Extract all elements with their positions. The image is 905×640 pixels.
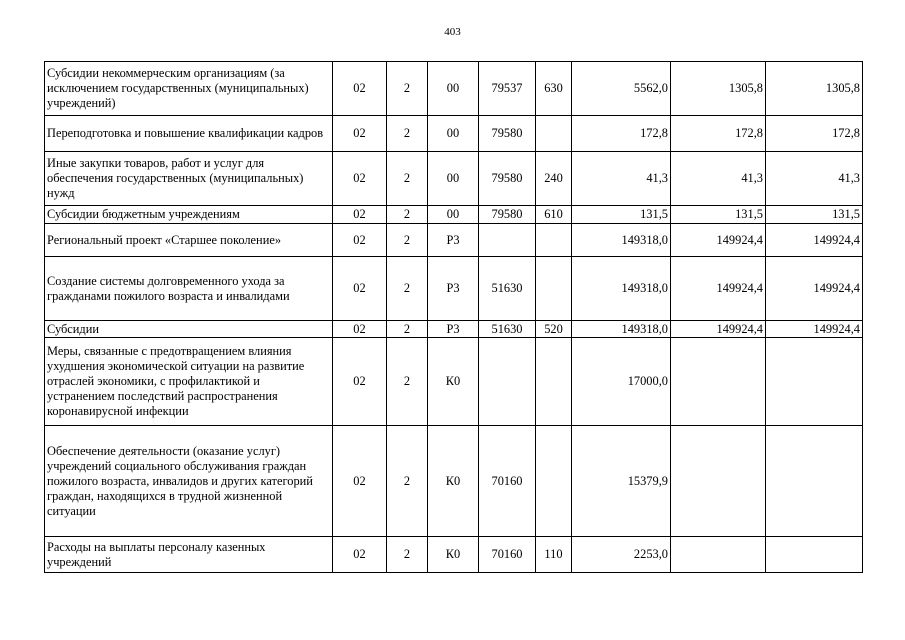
row-c4-cell: 79537 xyxy=(479,62,536,116)
row-v2-cell: 149924,4 xyxy=(671,321,766,338)
row-c5-cell: 240 xyxy=(536,152,572,206)
row-v1-cell: 149318,0 xyxy=(572,321,671,338)
row-v3-cell: 172,8 xyxy=(766,116,863,152)
row-v1-cell: 17000,0 xyxy=(572,338,671,426)
row-c3-cell: К0 xyxy=(428,537,479,573)
row-name-cell: Региональный проект «Старшее поколение» xyxy=(45,224,333,257)
budget-table xyxy=(44,61,863,573)
row-c2-cell: 2 xyxy=(387,537,428,573)
row-name-cell: Субсидии xyxy=(45,321,333,338)
row-name-cell: Расходы на выплаты персоналу казенных учреждений xyxy=(45,537,333,573)
table-row xyxy=(45,537,863,573)
row-v3-cell xyxy=(766,537,863,573)
row-c4-cell xyxy=(479,224,536,257)
row-c2-cell: 2 xyxy=(387,224,428,257)
table-row xyxy=(45,62,863,116)
row-v2-cell xyxy=(671,537,766,573)
row-c5-cell xyxy=(536,426,572,537)
row-c1-cell: 02 xyxy=(333,206,387,224)
row-v1-cell: 149318,0 xyxy=(572,224,671,257)
row-v1-cell: 172,8 xyxy=(572,116,671,152)
row-c2-cell: 2 xyxy=(387,257,428,321)
row-v2-cell: 41,3 xyxy=(671,152,766,206)
row-v1-cell: 15379,9 xyxy=(572,426,671,537)
row-c1-cell: 02 xyxy=(333,426,387,537)
row-c1-cell: 02 xyxy=(333,116,387,152)
row-c4-cell: 70160 xyxy=(479,426,536,537)
row-c5-cell xyxy=(536,224,572,257)
table-row xyxy=(45,338,863,426)
row-c1-cell: 02 xyxy=(333,224,387,257)
row-c2-cell: 2 xyxy=(387,321,428,338)
row-v3-cell: 149924,4 xyxy=(766,224,863,257)
row-v1-cell: 149318,0 xyxy=(572,257,671,321)
row-c4-cell: 70160 xyxy=(479,537,536,573)
row-v2-cell: 131,5 xyxy=(671,206,766,224)
row-name-cell: Иные закупки товаров, работ и услуг для обеспечения государственных (муниципальных) нужд xyxy=(45,152,333,206)
row-v2-cell: 149924,4 xyxy=(671,257,766,321)
row-v2-cell: 149924,4 xyxy=(671,224,766,257)
row-c1-cell: 02 xyxy=(333,62,387,116)
row-v1-cell: 131,5 xyxy=(572,206,671,224)
row-v3-cell: 149924,4 xyxy=(766,321,863,338)
table-row xyxy=(45,321,863,338)
row-c3-cell: Р3 xyxy=(428,224,479,257)
row-c1-cell: 02 xyxy=(333,321,387,338)
row-c5-cell: 610 xyxy=(536,206,572,224)
table-row xyxy=(45,224,863,257)
row-c4-cell xyxy=(479,338,536,426)
row-c1-cell: 02 xyxy=(333,257,387,321)
row-c2-cell: 2 xyxy=(387,62,428,116)
table-row xyxy=(45,426,863,537)
row-c2-cell: 2 xyxy=(387,206,428,224)
row-v1-cell: 2253,0 xyxy=(572,537,671,573)
row-c3-cell: 00 xyxy=(428,116,479,152)
row-c4-cell: 79580 xyxy=(479,152,536,206)
row-name-cell: Создание системы долговременного ухода за гражданами пожилого возраста и инвалидами xyxy=(45,257,333,321)
row-c1-cell: 02 xyxy=(333,338,387,426)
row-c3-cell: 00 xyxy=(428,206,479,224)
row-v2-cell xyxy=(671,426,766,537)
row-v3-cell: 41,3 xyxy=(766,152,863,206)
row-v3-cell: 131,5 xyxy=(766,206,863,224)
row-c1-cell: 02 xyxy=(333,537,387,573)
row-c2-cell: 2 xyxy=(387,152,428,206)
row-c3-cell: Р3 xyxy=(428,257,479,321)
row-name-cell: Субсидии некоммерческим организациям (за исключением государственных (муниципальных) учреждений) xyxy=(45,62,333,116)
row-c2-cell: 2 xyxy=(387,338,428,426)
table-row xyxy=(45,152,863,206)
row-c5-cell: 630 xyxy=(536,62,572,116)
row-c4-cell: 51630 xyxy=(479,257,536,321)
row-c3-cell: К0 xyxy=(428,338,479,426)
row-c3-cell: 00 xyxy=(428,62,479,116)
row-v3-cell: 1305,8 xyxy=(766,62,863,116)
row-c3-cell: Р3 xyxy=(428,321,479,338)
row-v2-cell xyxy=(671,338,766,426)
row-c2-cell: 2 xyxy=(387,116,428,152)
page-number: 403 xyxy=(444,26,461,38)
row-name-cell: Меры, связанные с предотвращением влияния ухудшения экономической ситуации на развитие отраслей экономики, с профилактикой и устранением последствий распространения коронавирусной инфекции xyxy=(45,338,333,426)
row-c4-cell: 79580 xyxy=(479,206,536,224)
row-name-cell: Субсидии бюджетным учреждениям xyxy=(45,206,333,224)
row-name-cell: Переподготовка и повышение квалификации кадров xyxy=(45,116,333,152)
row-v1-cell: 5562,0 xyxy=(572,62,671,116)
row-v3-cell xyxy=(766,426,863,537)
budget-table-body xyxy=(45,62,863,573)
row-c5-cell: 520 xyxy=(536,321,572,338)
row-c4-cell: 79580 xyxy=(479,116,536,152)
row-c4-cell: 51630 xyxy=(479,321,536,338)
row-c5-cell: 110 xyxy=(536,537,572,573)
row-v1-cell: 41,3 xyxy=(572,152,671,206)
table-row xyxy=(45,206,863,224)
row-v2-cell: 1305,8 xyxy=(671,62,766,116)
row-c5-cell xyxy=(536,257,572,321)
row-c5-cell xyxy=(536,338,572,426)
table-row xyxy=(45,257,863,321)
table-row xyxy=(45,116,863,152)
row-c1-cell: 02 xyxy=(333,152,387,206)
row-name-cell: Обеспечение деятельности (оказание услуг) учреждений социального обслуживания граждан пожилого возраста, инвалидов и других категорий граждан, находящихся в трудной жизненной ситуации xyxy=(45,426,333,537)
row-v2-cell: 172,8 xyxy=(671,116,766,152)
row-c2-cell: 2 xyxy=(387,426,428,537)
row-c3-cell: К0 xyxy=(428,426,479,537)
row-c3-cell: 00 xyxy=(428,152,479,206)
row-v3-cell xyxy=(766,338,863,426)
row-c5-cell xyxy=(536,116,572,152)
row-v3-cell: 149924,4 xyxy=(766,257,863,321)
